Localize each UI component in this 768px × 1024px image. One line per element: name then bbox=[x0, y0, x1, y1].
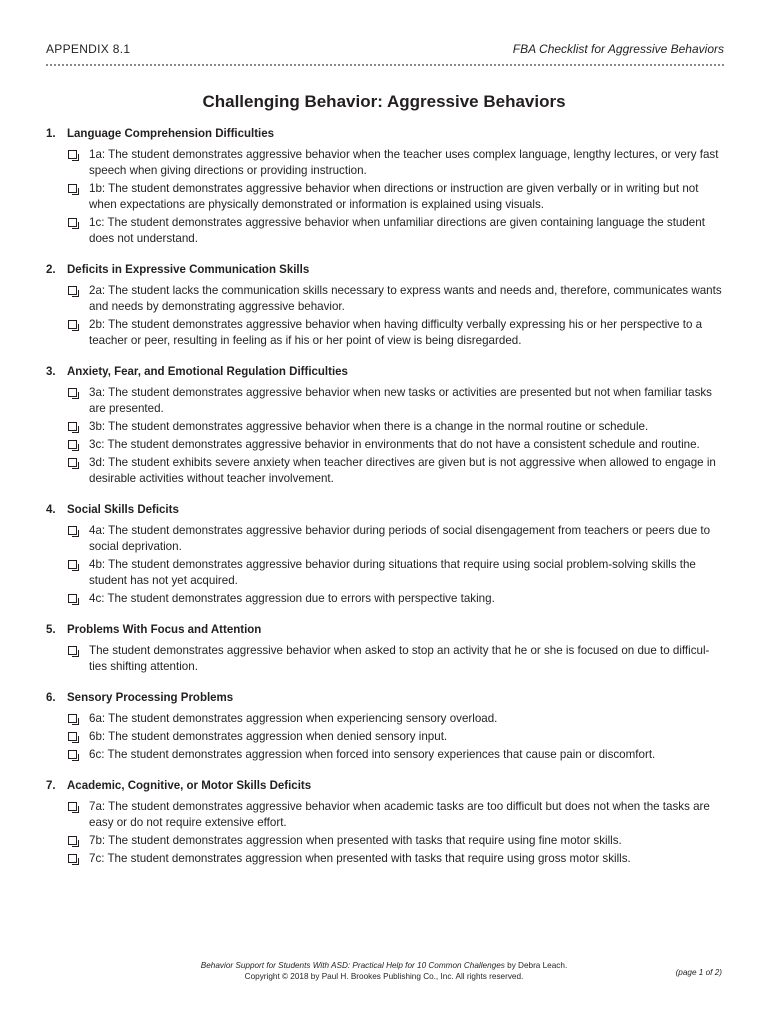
section-heading bbox=[46, 778, 726, 794]
checklist-item-text: The student demonstrates aggressive behavior when asked to stop an activity that he or she is focused on due to difficul-ties shifting attention. bbox=[89, 644, 710, 673]
checklist-item-text: 7b: The student demonstrates aggression when presented with tasks that require using fine motor skills. bbox=[89, 834, 622, 847]
page-footer bbox=[0, 960, 768, 982]
section-number: 5. bbox=[46, 624, 56, 636]
checklist-section bbox=[46, 622, 726, 675]
checkbox-icon[interactable] bbox=[68, 750, 77, 759]
footer-copyright: Copyright © 2018 by Paul H. Brookes Publishing Co., Inc. All rights reserved. bbox=[244, 972, 524, 981]
checkbox-icon[interactable] bbox=[68, 320, 77, 329]
section-heading bbox=[46, 622, 726, 638]
checkbox-icon[interactable] bbox=[68, 594, 77, 603]
series-title: FBA Checklist for Aggressive Behaviors bbox=[512, 42, 724, 56]
checkbox-icon[interactable] bbox=[68, 646, 77, 655]
page-title: Challenging Behavior: Aggressive Behaviors bbox=[202, 92, 566, 111]
checklist-item bbox=[68, 799, 726, 831]
checklist-item-text: 4c: The student demonstrates aggression due to errors with perspective taking. bbox=[89, 592, 495, 605]
section-heading-text: Social Skills Deficits bbox=[67, 504, 179, 516]
checkbox-icon[interactable] bbox=[68, 714, 77, 723]
page-header bbox=[46, 42, 724, 56]
section-heading-text: Academic, Cognitive, or Motor Skills Deficits bbox=[67, 780, 312, 792]
checklist-item-text: 1a: The student demonstrates aggressive behavior when the teacher uses complex language, lengthy lectures, or very fast speech when giving directions or providing instruction. bbox=[89, 148, 719, 177]
checkbox-icon[interactable] bbox=[68, 802, 77, 811]
checkbox-icon[interactable] bbox=[68, 732, 77, 741]
checklist-section bbox=[46, 262, 726, 349]
checkbox-icon[interactable] bbox=[68, 286, 77, 295]
checklist-item bbox=[68, 419, 726, 435]
section-number: 4. bbox=[46, 504, 56, 516]
section-heading bbox=[46, 364, 726, 380]
checklist-item bbox=[68, 523, 726, 555]
checklist-item bbox=[68, 215, 726, 247]
checkbox-icon[interactable] bbox=[68, 440, 77, 449]
checklist-item-text: 4a: The student demonstrates aggressive behavior during periods of social disengagement from teachers or peers due to social deprivation. bbox=[89, 524, 711, 553]
checklist-item-text: 1c: The student demonstrates aggressive behavior when unfamiliar directions are given containing language the student does not understand. bbox=[89, 216, 705, 245]
section-heading-text: Deficits in Expressive Communication Skills bbox=[67, 264, 310, 276]
page-number: (page 1 of 2) bbox=[675, 968, 722, 977]
section-number: 2. bbox=[46, 264, 56, 276]
checklist-item-text: 4b: The student demonstrates aggressive behavior during situations that require using social problem-solving skills the student has not yet acquired. bbox=[89, 558, 696, 587]
checklist-item bbox=[68, 147, 726, 179]
appendix-label: APPENDIX 8.1 bbox=[46, 42, 131, 56]
footer-book-title: Behavior Support for Students With ASD: Practical Help for 10 Common Challenges bbox=[200, 961, 505, 970]
checklist-item-text: 2b: The student demonstrates aggressive behavior when having difficulty verbally expressing his or her perspective to a teacher or peer, resulting in feeling as if his or her point of view is being disregarded. bbox=[89, 318, 703, 347]
checkbox-icon[interactable] bbox=[68, 184, 77, 193]
section-number: 7. bbox=[46, 780, 56, 792]
section-heading-text: Sensory Processing Problems bbox=[67, 692, 234, 704]
checklist-item-text: 3d: The student exhibits severe anxiety when teacher directives are given but is not aggressive when allowed to engage in desirable activities without teacher involvement. bbox=[89, 456, 716, 485]
checklist-item bbox=[68, 181, 726, 213]
checklist-section bbox=[46, 778, 726, 867]
checkbox-icon[interactable] bbox=[68, 854, 77, 863]
checklist-item-text: 6b: The student demonstrates aggression when denied sensory input. bbox=[89, 730, 448, 743]
checklist-item bbox=[68, 747, 726, 763]
checklist-item bbox=[68, 437, 726, 453]
checkbox-icon[interactable] bbox=[68, 150, 77, 159]
checkbox-icon[interactable] bbox=[68, 458, 77, 467]
checklist-section bbox=[46, 690, 726, 763]
section-number: 6. bbox=[46, 692, 56, 704]
checklist-item bbox=[68, 557, 726, 589]
checkbox-icon[interactable] bbox=[68, 388, 77, 397]
section-heading bbox=[46, 262, 726, 278]
checklist-item-text: 3b: The student demonstrates aggressive behavior when there is a change in the normal routine or schedule. bbox=[89, 420, 649, 433]
checkbox-icon[interactable] bbox=[68, 422, 77, 431]
checklist-item-text: 6a: The student demonstrates aggression when experiencing sensory overload. bbox=[89, 712, 498, 725]
checklist-item bbox=[68, 711, 726, 727]
checklist-item bbox=[68, 729, 726, 745]
checklist-item bbox=[68, 385, 726, 417]
checkbox-icon[interactable] bbox=[68, 560, 77, 569]
checklist-item bbox=[68, 317, 726, 349]
checklist-item-text: 3c: The student demonstrates aggressive behavior in environments that do not have a consistent schedule and routine. bbox=[89, 438, 700, 451]
checkbox-icon[interactable] bbox=[68, 526, 77, 535]
checklist-item-text: 1b: The student demonstrates aggressive behavior when directions or instruction are given verbally or in writing but not when expectations are physically demonstrated or information is explained using visuals. bbox=[89, 182, 699, 211]
checklist-item bbox=[68, 833, 726, 849]
checklist-item-text: 7c: The student demonstrates aggression when presented with tasks that require using gross motor skills. bbox=[89, 852, 631, 865]
checklist-section bbox=[46, 126, 726, 247]
checklist-item-text: 2a: The student lacks the communication skills necessary to express wants and needs and, therefore, communicates wants and needs by demonstrating aggressive behavior. bbox=[89, 284, 722, 313]
checklist-section bbox=[46, 502, 726, 607]
section-heading-text: Anxiety, Fear, and Emotional Regulation Difficulties bbox=[67, 366, 348, 378]
checklist-item bbox=[68, 591, 726, 607]
section-heading bbox=[46, 502, 726, 518]
checklist-item-text: 7a: The student demonstrates aggressive behavior when academic tasks are too difficult but does not when the tasks are easy or do not require extensive effort. bbox=[89, 800, 710, 829]
section-heading-text: Language Comprehension Difficulties bbox=[67, 128, 275, 140]
checklist-item bbox=[68, 851, 726, 867]
checklist-item-text: 3a: The student demonstrates aggressive behavior when new tasks or activities are presented but not when familiar tasks are presented. bbox=[89, 386, 712, 415]
section-heading bbox=[46, 126, 726, 142]
checkbox-icon[interactable] bbox=[68, 218, 77, 227]
checklist-item-text: 6c: The student demonstrates aggression when forced into sensory experiences that cause pain or discomfort. bbox=[89, 748, 656, 761]
checklist-item bbox=[68, 643, 726, 675]
checklist-content bbox=[46, 126, 726, 882]
section-heading bbox=[46, 690, 726, 706]
section-number: 1. bbox=[46, 128, 56, 140]
checklist-section bbox=[46, 364, 726, 487]
checklist-item bbox=[68, 455, 726, 487]
checklist-item bbox=[68, 283, 726, 315]
header-divider bbox=[46, 64, 724, 66]
section-number: 3. bbox=[46, 366, 56, 378]
footer-author: by Debra Leach. bbox=[504, 961, 568, 970]
section-heading-text: Problems With Focus and Attention bbox=[67, 624, 262, 636]
checkbox-icon[interactable] bbox=[68, 836, 77, 845]
